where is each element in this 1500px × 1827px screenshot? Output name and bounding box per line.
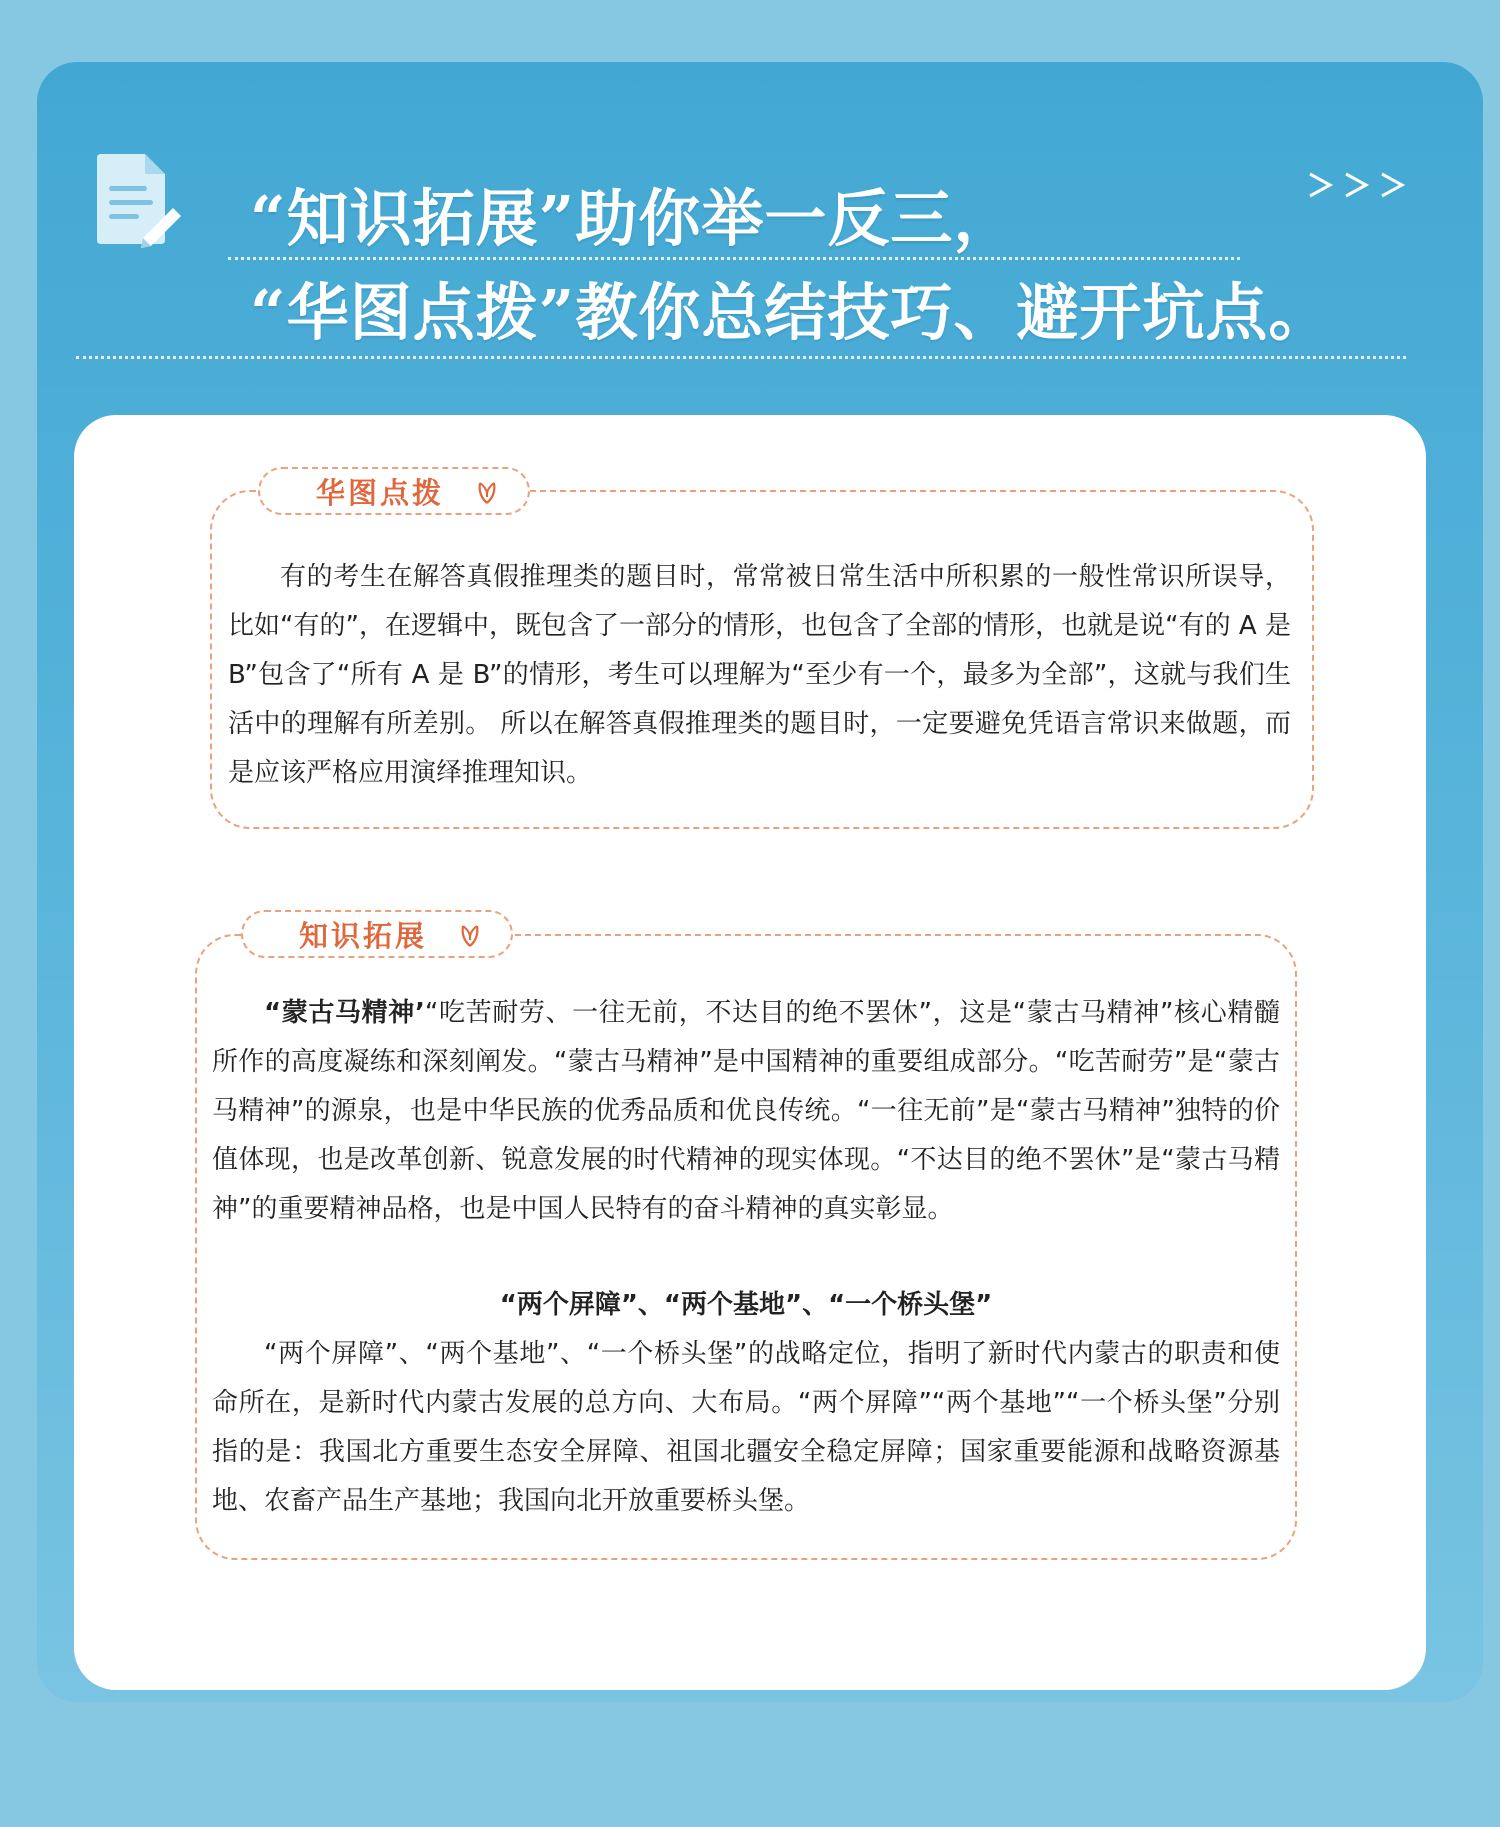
section-label-text: 华图点拨	[316, 476, 445, 510]
knowledge-lead-term: “蒙古马精神’	[264, 998, 425, 1028]
headline-line-2: “华图点拨”教你总结技巧、避开坑点。	[250, 276, 1332, 349]
sprout-icon	[476, 481, 498, 505]
knowledge-paragraph-1-text: “吃苦耐劳、一往无前，不达目的绝不罢休”，这是“蒙古马精神”核心精髓所作的高度凝练和深刻阐发。“蒙古马精神”是中国精神的重要组成部分。“吃苦耐劳”是“蒙古马精神”的源泉，也是中华民族的优秀品质和优良传统。“一往无前”是“蒙古马精神”独特的价值体现，也是改革创新、锐意发展的时代精神的现实体现。“不达目的绝不罢休”是“蒙古马精神”的重要精神品格，也是中国人民特有的奋斗精神的真实彰显。	[212, 998, 1280, 1224]
headline-line-1: “知识拓展”助你举一反三，	[250, 182, 1017, 255]
section-label-tips	[258, 467, 530, 515]
sprout-icon	[459, 924, 481, 948]
knowledge-subheading: “两个屏障”、“两个基地”、“一个桥头堡”	[499, 1290, 993, 1320]
section-label-knowledge	[241, 910, 513, 958]
section-label-text: 知识拓展	[299, 919, 428, 953]
arrows-decoration	[1306, 168, 1410, 202]
dotted-divider-2	[76, 356, 1406, 359]
document-pencil-icon	[93, 152, 183, 252]
tip-paragraph: 有的考生在解答真假推理类的题目时，常常被日常生活中所积累的一般性常识所误导，比如“有的”，在逻辑中，既包含了一部分的情形，也包含了全部的情形，也就是说“有的 A 是 B”包含了“所有 A 是 B”的情形，考生可以理解为“至少有一个，最多为全部”，这就与我们生活中的理解有所差别。 所以在解答真假推理类的题目时，一定要避免凭语言常识来做题，而是应该严格应用演绎推理知识。	[228, 562, 1291, 788]
knowledge-paragraph-1	[212, 989, 1280, 1234]
knowledge-paragraph-2: “两个屏障”、“两个基地”、“一个桥头堡”的战略定位，指明了新时代内蒙古的职责和使命所在，是新时代内蒙古发展的总方向、大布局。“两个屏障”“两个基地”“一个桥头堡”分别指的是：我国北方重要生态安全屏障、祖国北疆安全稳定屏障；国家重要能源和战略资源基地、农畜产品生产基地；我国向北开放重要桥头堡。	[212, 1339, 1280, 1516]
dotted-divider-1	[228, 257, 1240, 260]
